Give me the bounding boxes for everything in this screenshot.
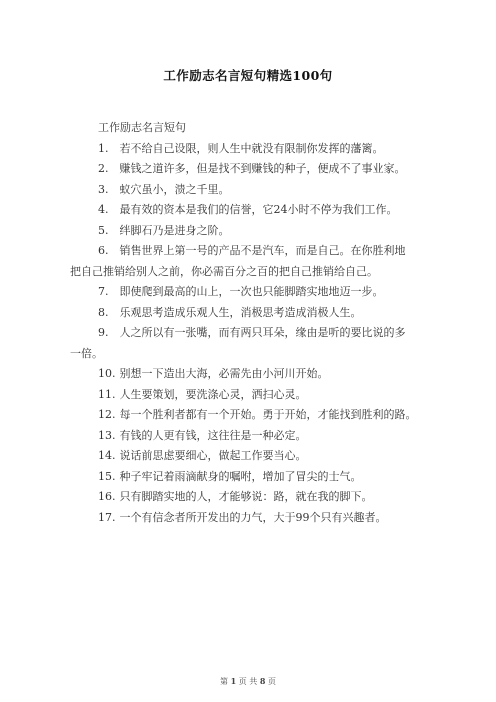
list-item xyxy=(70,323,430,344)
list-item-number: 3. xyxy=(98,182,109,196)
list-item-text: 销售世界上第一号的产品不是汽车，而是自己。在你胜利地 xyxy=(119,244,406,257)
list-item xyxy=(70,241,430,262)
list-item xyxy=(70,364,430,385)
list-item-text: 绊脚石乃是进身之阶。 xyxy=(119,223,230,237)
list-item xyxy=(70,303,430,324)
quote-list xyxy=(70,139,430,529)
list-item-number: 5. xyxy=(98,223,109,237)
list-item xyxy=(70,282,430,303)
list-item xyxy=(70,446,430,467)
list-item-text: 有钱的人更有钱，这往往是一种必定。 xyxy=(119,428,307,442)
list-item-text: 别想一下造出大海，必需先由小河川开始。 xyxy=(119,367,329,380)
list-item-text: 只有脚踏实地的人，才能够说：路，就在我的脚下。 xyxy=(119,490,373,503)
list-item xyxy=(70,426,430,447)
list-item-number: 1. xyxy=(98,141,109,155)
list-item xyxy=(70,139,430,160)
list-item-number: 10. xyxy=(98,367,116,380)
document-body xyxy=(70,118,430,528)
list-item-continuation xyxy=(70,262,430,283)
list-item-number: 2. xyxy=(98,162,109,175)
footer-prefix: 第 xyxy=(220,677,229,686)
list-item-number: 7. xyxy=(98,285,109,298)
list-item-text: 说话前思虑要细心，做起工作要当心。 xyxy=(119,449,307,462)
list-item xyxy=(70,180,430,201)
list-item-text: 把自己推销给别人之前，你必需百分之百的把自己推销给自己。 xyxy=(70,264,378,278)
footer-suffix: 页 xyxy=(267,677,276,686)
list-item-number: 17. xyxy=(98,510,116,524)
list-item xyxy=(70,405,430,426)
list-item-text: 一倍。 xyxy=(70,346,103,360)
list-item-text: 若不给自己设限，则人生中就没有限制你发挥的藩篱。 xyxy=(119,141,384,155)
list-item-number: 14. xyxy=(98,449,116,462)
list-item-text: 乐观思考造成乐观人生，消极思考造成消极人生。 xyxy=(119,305,362,319)
list-item xyxy=(70,385,430,406)
section-heading: 工作励志名言短句 xyxy=(98,121,186,134)
list-item-text: 即使爬到最高的山上，一次也只能脚踏实地地迈一步。 xyxy=(119,285,384,298)
list-item xyxy=(70,467,430,488)
list-item-number: 4. xyxy=(98,203,109,216)
list-item-text: 最有效的资本是我们的信誉，它24小时不停为我们工作。 xyxy=(119,203,398,216)
list-item-number: 6. xyxy=(98,244,109,257)
list-item-number: 16. xyxy=(98,490,116,503)
list-item xyxy=(70,508,430,529)
document-title: 工作励志名言短句精选100句 xyxy=(163,68,333,83)
list-item-number: 15. xyxy=(98,469,116,483)
list-item-continuation xyxy=(70,344,430,365)
footer-total-pages: 8 xyxy=(259,676,266,686)
list-item xyxy=(70,159,430,180)
list-item-text: 一个有信念者所开发出的力气，大于99个只有兴趣者。 xyxy=(119,510,387,524)
list-item-text: 种子牢记着雨滴献身的嘱咐，增加了冒尖的士气。 xyxy=(119,469,362,483)
page-footer xyxy=(0,676,496,687)
list-item-text: 人生要策划，要洗涤心灵，洒扫心灵。 xyxy=(119,387,307,401)
footer-middle: 页 共 xyxy=(238,677,258,686)
list-item-number: 13. xyxy=(98,428,116,442)
list-item-number: 9. xyxy=(98,326,109,339)
list-item-number: 8. xyxy=(98,305,109,319)
list-item-number: 11. xyxy=(98,387,116,401)
list-item xyxy=(70,487,430,508)
list-item-text: 人之所以有一张嘴，而有两只耳朵，缘由是听的要比说的多 xyxy=(119,326,406,339)
list-item-text: 蚁穴虽小，溃之千里。 xyxy=(119,182,230,196)
list-item xyxy=(70,200,430,221)
list-item-text: 每一个胜利者都有一个开始。勇于开始，才能找到胜利的路。 xyxy=(119,408,417,421)
list-item xyxy=(70,221,430,242)
list-item-number: 12. xyxy=(98,408,116,421)
list-item-text: 赚钱之道许多，但是找不到赚钱的种子，便成不了事业家。 xyxy=(119,162,406,175)
footer-page-number: 1 xyxy=(230,676,237,686)
